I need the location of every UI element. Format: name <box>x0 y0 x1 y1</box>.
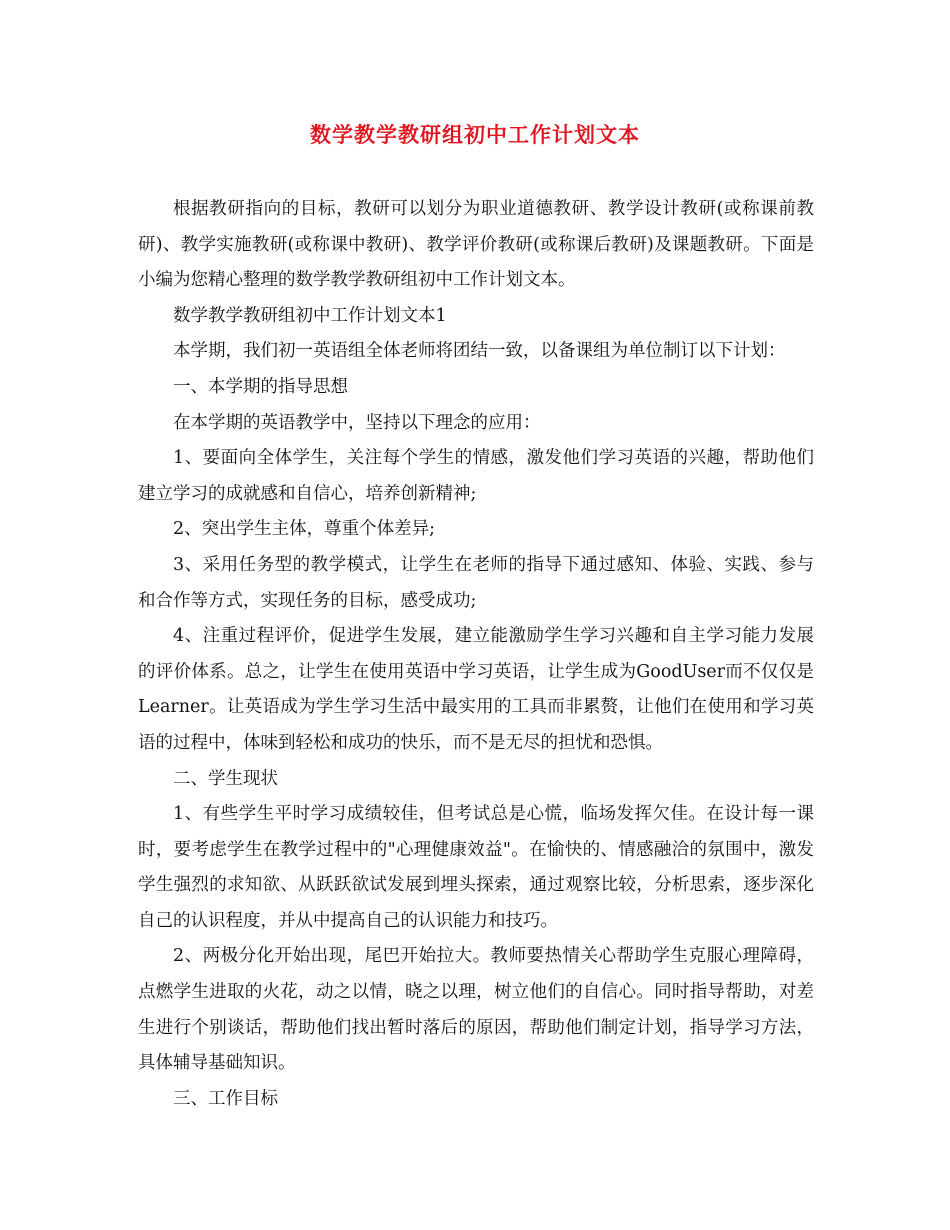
document-title: 数学教学教研组初中工作计划文本 <box>310 122 640 147</box>
principle-item-3: 3、采用任务型的教学模式，让学生在老师的指导下通过感知、体验、实践、参与和合作等方式，实现任务的目标，感受成功; <box>138 554 814 611</box>
paragraph-principles: 在本学期的英语教学中，坚持以下理念的应用： <box>173 412 541 433</box>
section-heading-1: 一、本学期的指导思想 <box>173 376 348 397</box>
paragraph-subtitle: 数学教学教研组初中工作计划文本1 <box>173 305 447 326</box>
section-heading-3: 三、工作目标 <box>173 1088 278 1109</box>
status-item-2: 2、两极分化开始出现，尾巴开始拉大。教师要热情关心帮助学生克服心理障碍，点燃学生进取的火花，动之以情，晓之以理，树立他们的自信心。同时指导帮助，对差生进行个别谈话，帮助他们找出暂时落后的原因，帮助他们制定计划，指导学习方法，具体辅导基础知识。 <box>138 946 814 1074</box>
principle-item-4: 4、注重过程评价，促进学生发展，建立能激励学生学习兴趣和自主学习能力发展的评价体系。总之，让学生在使用英语中学习英语，让学生成为GoodUser而不仅仅是Learner。让英语成为学生学习生活中最实用的工具而非累赘，让他们在使用和学习英语的过程中，体味到轻松和成功的快乐，而不是无尽的担忧和恐惧。 <box>138 626 814 753</box>
status-item-1: 1、有些学生平时学习成绩较佳，但考试总是心慌，临场发挥欠佳。在设计每一课时，要考虑学生在教学过程中的"心理健康效益"。在愉快的、情感融洽的氛围中，激发学生强烈的求知欲、从跃跃欲试发展到埋头探索，通过观察比较，分析思索，逐步深化自己的认识程度，并从中提高自己的认识能力和技巧。 <box>138 804 814 931</box>
principle-item-1: 1、要面向全体学生，关注每个学生的情感，激发他们学习英语的兴趣，帮助他们建立学习的成就感和自信心，培养创新精神; <box>138 448 814 504</box>
section-heading-2: 二、学生现状 <box>173 768 278 789</box>
document-body <box>138 192 814 1117</box>
principle-item-2: 2、突出学生主体，尊重个体差异; <box>173 519 436 540</box>
paragraph-plan-intro: 本学期，我们初一英语组全体老师将团结一致，以备课组为单位制订以下计划： <box>173 341 786 362</box>
paragraph-intro: 根据教研指向的目标，教研可以划分为职业道德教研、教学设计教研(或称课前教研)、教学实施教研(或称课中教研)、教学评价教研(或称课后教研)及课题教研。下面是小编为您精心整理的数学教学教研组初中工作计划文本。 <box>138 199 814 291</box>
